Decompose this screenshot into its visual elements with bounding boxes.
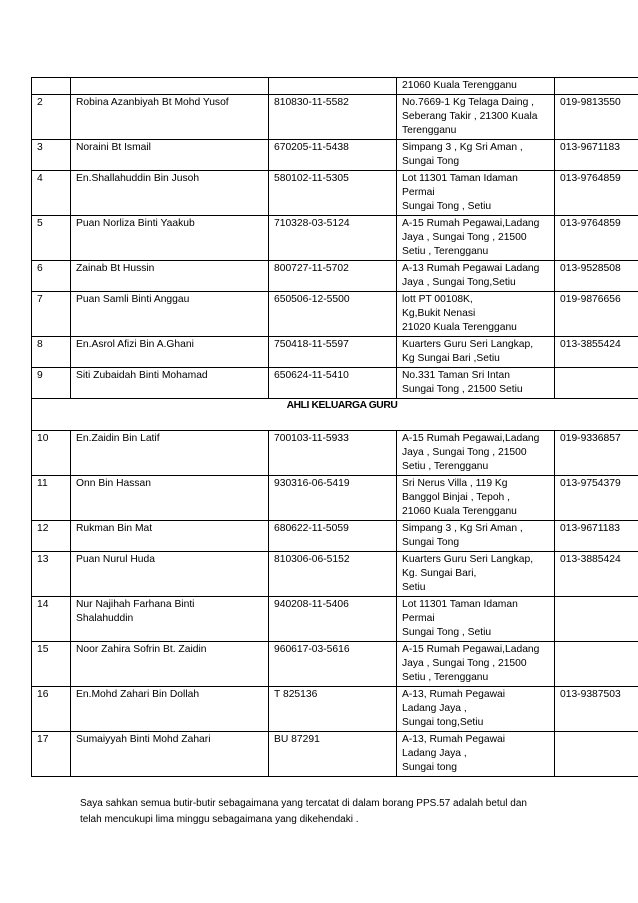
address-line: Jaya , Sungai Tong , 21500	[402, 232, 527, 243]
cell-ic-number: 700103-11-5933	[269, 431, 397, 476]
cell-ic-number: 670205-11-5438	[269, 140, 397, 171]
cell-address	[397, 261, 555, 292]
cell-number: 10	[32, 431, 71, 476]
name-line: Puan Nurul Huda	[76, 554, 155, 565]
cell-address	[397, 140, 555, 171]
cell-phone: 013-9764859	[555, 171, 638, 216]
cell-number	[32, 78, 71, 95]
cell-number: 11	[32, 476, 71, 521]
address-line: Jaya , Sungai Tong , 21500	[402, 447, 527, 458]
address-line: Jaya , Sungai Tong , 21500	[402, 658, 527, 669]
address-line: No.7669-1 Kg Telaga Daing ,	[402, 97, 535, 108]
name-line: Siti Zubaidah Binti Mohamad	[76, 370, 208, 381]
cell-phone	[555, 597, 638, 642]
table-row	[32, 521, 638, 552]
name-line: Noraini Bt Ismail	[76, 142, 151, 153]
address-line: Kg Sungai Bari ,Setiu	[402, 353, 500, 364]
cell-number: 8	[32, 337, 71, 368]
address-line: Kg. Sungai Bari,	[402, 568, 477, 579]
cell-address	[397, 687, 555, 732]
address-line: Permai	[402, 187, 435, 198]
table-row	[32, 216, 638, 261]
address-line: Sri Nerus Villa , 119 Kg	[402, 478, 508, 489]
address-line: Kuarters Guru Seri Langkap,	[402, 554, 534, 565]
cell-address	[397, 476, 555, 521]
cell-ic-number: T 825136	[269, 687, 397, 732]
registration-table-body	[32, 78, 638, 777]
cell-name	[71, 687, 269, 732]
name-line: Puan Norliza Binti Yaakub	[76, 218, 195, 229]
cell-ic-number: 710328-03-5124	[269, 216, 397, 261]
address-line: 21060 Kuala Terengganu	[402, 506, 517, 517]
address-line: Permai	[402, 613, 435, 624]
cell-number: 12	[32, 521, 71, 552]
cell-number: 14	[32, 597, 71, 642]
table-row	[32, 292, 638, 337]
cell-address	[397, 171, 555, 216]
cell-name	[71, 521, 269, 552]
name-line: Sumaiyyah Binti Mohd Zahari	[76, 734, 211, 745]
name-line: Shalahuddin	[76, 613, 134, 624]
address-line: Terengganu	[402, 125, 457, 136]
address-line: Ladang Jaya ,	[402, 748, 467, 759]
cell-address	[397, 431, 555, 476]
section-title: AHLI KELUARGA GURU	[32, 399, 638, 431]
cell-ic-number: 800727-11-5702	[269, 261, 397, 292]
address-line: Kuarters Guru Seri Langkap,	[402, 339, 534, 350]
cell-phone: 019-9813550	[555, 95, 638, 140]
address-line: Lot 11301 Taman Idaman	[402, 599, 518, 610]
cell-name	[71, 292, 269, 337]
cell-name	[71, 552, 269, 597]
address-line: A-15 Rumah Pegawai,Ladang	[402, 433, 540, 444]
cell-number: 4	[32, 171, 71, 216]
cell-number: 13	[32, 552, 71, 597]
address-line: A-13, Rumah Pegawai	[402, 734, 506, 745]
address-line: Ladang Jaya ,	[402, 703, 467, 714]
cell-phone: 013-9671183	[555, 521, 638, 552]
address-line: Lot 11301 Taman Idaman	[402, 173, 518, 184]
name-line: Onn Bin Hassan	[76, 478, 151, 489]
address-line: No.331 Taman Sri Intan	[402, 370, 510, 381]
cell-phone	[555, 642, 638, 687]
certification-statement	[80, 796, 600, 828]
table-row	[32, 642, 638, 687]
table-row	[32, 552, 638, 597]
cell-address	[397, 95, 555, 140]
cell-ic-number: 650506-12-5500	[269, 292, 397, 337]
cell-name	[71, 337, 269, 368]
cell-phone: 013-9387503	[555, 687, 638, 732]
cell-number: 7	[32, 292, 71, 337]
address-line: Jaya , Sungai Tong,Setiu	[402, 277, 516, 288]
cell-name	[71, 597, 269, 642]
cell-phone: 013-9764859	[555, 216, 638, 261]
name-line: Nur Najihah Farhana Binti	[76, 599, 195, 610]
statement-line-2: telah mencukupi lima minggu sebagaimana yang dikehendaki .	[80, 814, 359, 825]
cell-name	[71, 476, 269, 521]
table-row	[32, 261, 638, 292]
cell-ic-number	[269, 78, 397, 95]
cell-phone	[555, 732, 638, 777]
cell-ic-number: 750418-11-5597	[269, 337, 397, 368]
table-row	[32, 431, 638, 476]
address-line: Sungai Tong , Setiu	[402, 627, 492, 638]
address-line: Simpang 3 , Kg Sri Aman ,	[402, 142, 523, 153]
cell-name	[71, 732, 269, 777]
address-line: A-15 Rumah Pegawai,Ladang	[402, 218, 540, 229]
cell-ic-number: 940208-11-5406	[269, 597, 397, 642]
cell-number: 15	[32, 642, 71, 687]
cell-number: 6	[32, 261, 71, 292]
cell-number: 17	[32, 732, 71, 777]
address-line: Sungai Tong , Setiu	[402, 201, 492, 212]
address-line: Sungai Tong	[402, 156, 460, 167]
cell-name	[71, 368, 269, 399]
table-row	[32, 140, 638, 171]
registration-table	[31, 77, 638, 777]
cell-address	[397, 368, 555, 399]
cell-address	[397, 597, 555, 642]
address-line: Setiu	[402, 582, 426, 593]
cell-address	[397, 521, 555, 552]
address-line: Seberang Takir , 21300 Kuala	[402, 111, 538, 122]
cell-ic-number: 930316-06-5419	[269, 476, 397, 521]
cell-ic-number: 810830-11-5582	[269, 95, 397, 140]
address-line: Kg,Bukit Nenasi	[402, 308, 476, 319]
address-line: Sungai tong,Setiu	[402, 717, 484, 728]
address-line: A-13 Rumah Pegawai Ladang	[402, 263, 540, 274]
cell-name	[71, 431, 269, 476]
cell-name	[71, 642, 269, 687]
address-line: A-13, Rumah Pegawai	[402, 689, 506, 700]
section-header-row	[32, 399, 638, 431]
address-line: 21060 Kuala Terengganu	[402, 80, 517, 91]
name-line: En.Shallahuddin Bin Jusoh	[76, 173, 200, 184]
cell-name	[71, 216, 269, 261]
cell-address	[397, 552, 555, 597]
cell-address	[397, 732, 555, 777]
name-line: Noor Zahira Sofrin Bt. Zaidin	[76, 644, 207, 655]
table-row	[32, 687, 638, 732]
cell-address	[397, 292, 555, 337]
cell-phone: 019-9876656	[555, 292, 638, 337]
table-row	[32, 597, 638, 642]
table-row	[32, 368, 638, 399]
cell-address	[397, 337, 555, 368]
cell-phone	[555, 368, 638, 399]
cell-ic-number: 580102-11-5305	[269, 171, 397, 216]
cell-address	[397, 216, 555, 261]
name-line: Zainab Bt Hussin	[76, 263, 155, 274]
cell-phone: 013-3885424	[555, 552, 638, 597]
cell-name	[71, 78, 269, 95]
statement-line-1: Saya sahkan semua butir-butir sebagaimana yang tercatat di dalam borang PPS.57 adalah betul dan	[80, 798, 527, 809]
name-line: Rukman Bin Mat	[76, 523, 153, 534]
address-line: Sungai tong	[402, 762, 457, 773]
cell-address	[397, 78, 555, 95]
table-row	[32, 95, 638, 140]
cell-phone: 013-9528508	[555, 261, 638, 292]
cell-name	[71, 261, 269, 292]
address-line: 21020 Kuala Terengganu	[402, 322, 517, 333]
cell-phone: 013-9754379	[555, 476, 638, 521]
name-line: En.Mohd Zahari Bin Dollah	[76, 689, 200, 700]
cell-ic-number: 650624-11-5410	[269, 368, 397, 399]
cell-ic-number: 680622-11-5059	[269, 521, 397, 552]
cell-ic-number: 810306-06-5152	[269, 552, 397, 597]
cell-ic-number: 960617-03-5616	[269, 642, 397, 687]
table-row	[32, 171, 638, 216]
cell-ic-number: BU 87291	[269, 732, 397, 777]
cell-address	[397, 642, 555, 687]
address-line: Setiu , Terengganu	[402, 672, 489, 683]
address-line: Setiu , Terengganu	[402, 246, 489, 257]
table-row	[32, 732, 638, 777]
cell-number: 16	[32, 687, 71, 732]
cell-name	[71, 95, 269, 140]
cell-name	[71, 140, 269, 171]
cell-number: 2	[32, 95, 71, 140]
address-line: A-15 Rumah Pegawai,Ladang	[402, 644, 540, 655]
cell-phone	[555, 78, 638, 95]
name-line: En.Zaidin Bin Latif	[76, 433, 160, 444]
cell-name	[71, 171, 269, 216]
table-row	[32, 337, 638, 368]
cell-number: 3	[32, 140, 71, 171]
address-line: Setiu , Terengganu	[402, 461, 489, 472]
cell-phone: 019-9336857	[555, 431, 638, 476]
cell-number: 9	[32, 368, 71, 399]
name-line: Robina Azanbiyah Bt Mohd Yusof	[76, 97, 229, 108]
address-line: Sungai Tong	[402, 537, 460, 548]
table-row-continued	[32, 78, 638, 95]
cell-phone: 013-3855424	[555, 337, 638, 368]
cell-number: 5	[32, 216, 71, 261]
address-line: lott PT 00108K,	[402, 294, 473, 305]
address-line: Banggol Binjai , Tepoh ,	[402, 492, 511, 503]
table-row	[32, 476, 638, 521]
address-line: Simpang 3 , Kg Sri Aman ,	[402, 523, 523, 534]
cell-phone: 013-9671183	[555, 140, 638, 171]
name-line: Puan Samli Binti Anggau	[76, 294, 190, 305]
address-line: Sungai Tong , 21500 Setiu	[402, 384, 523, 395]
name-line: En.Asrol Afizi Bin A.Ghani	[76, 339, 194, 350]
